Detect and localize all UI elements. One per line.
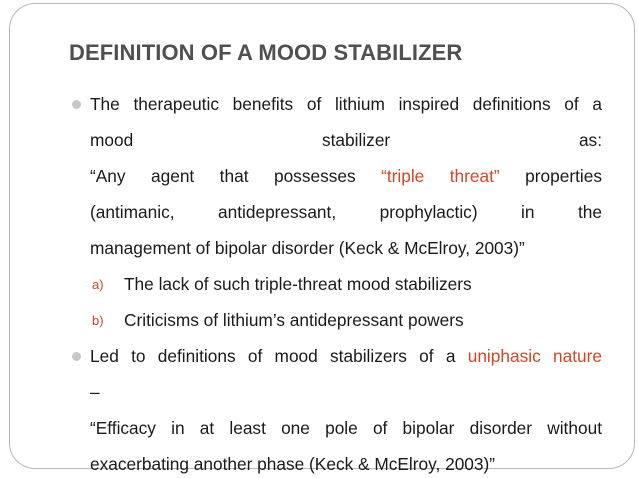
bullet-dot-icon bbox=[72, 100, 81, 109]
uniphasic-nature-highlight: uniphasic nature bbox=[467, 346, 602, 366]
quote-1-line-3: management of bipolar disorder (Keck & McElroy, 2003)” bbox=[90, 238, 525, 258]
bullet-item-2 bbox=[70, 338, 602, 410]
bullet-2-line-2: – bbox=[90, 382, 100, 402]
bullet-2-line-1-pre: Led to definitions of mood stabilizers of a bbox=[90, 346, 468, 366]
quote-2-line-1: “Efficacy in at least one pole of bipolar disorder without bbox=[90, 418, 602, 438]
quote-1-line-2: (antimanic, antidepressant, prophylactic) in the bbox=[90, 202, 602, 222]
bullet-item-1 bbox=[70, 86, 602, 158]
bullet-1-line-1: The therapeutic benefits of lithium inspired definitions of a bbox=[90, 94, 602, 114]
quote-1-line-1-pre: “Any agent that possesses bbox=[90, 166, 382, 186]
triple-threat-highlight: “triple threat” bbox=[381, 166, 500, 186]
sub-item-a bbox=[70, 266, 602, 302]
slide-title: DEFINITION OF A MOOD STABILIZER bbox=[69, 40, 463, 65]
bullet-dot-icon bbox=[72, 352, 81, 361]
sub-item-b-marker: b) bbox=[92, 313, 104, 328]
quote-1-line-1 bbox=[90, 158, 602, 194]
bullet-2-line-1 bbox=[90, 338, 602, 374]
sub-item-a-text: The lack of such triple-threat mood stabilizers bbox=[124, 274, 472, 294]
slide-content bbox=[70, 86, 602, 478]
sub-item-a-marker: a) bbox=[92, 277, 104, 292]
sub-item-b-text: Criticisms of lithium’s antidepressant powers bbox=[124, 310, 464, 330]
quote-1 bbox=[70, 158, 602, 266]
quote-2-line-2: exacerbating another phase (Keck & McElroy, 2003)” bbox=[90, 454, 496, 474]
bullet-1-line-2: mood stabilizer as: bbox=[90, 130, 602, 150]
quote-1-line-1-post: properties bbox=[499, 166, 602, 186]
sub-item-b bbox=[70, 302, 602, 338]
quote-2 bbox=[70, 410, 602, 478]
